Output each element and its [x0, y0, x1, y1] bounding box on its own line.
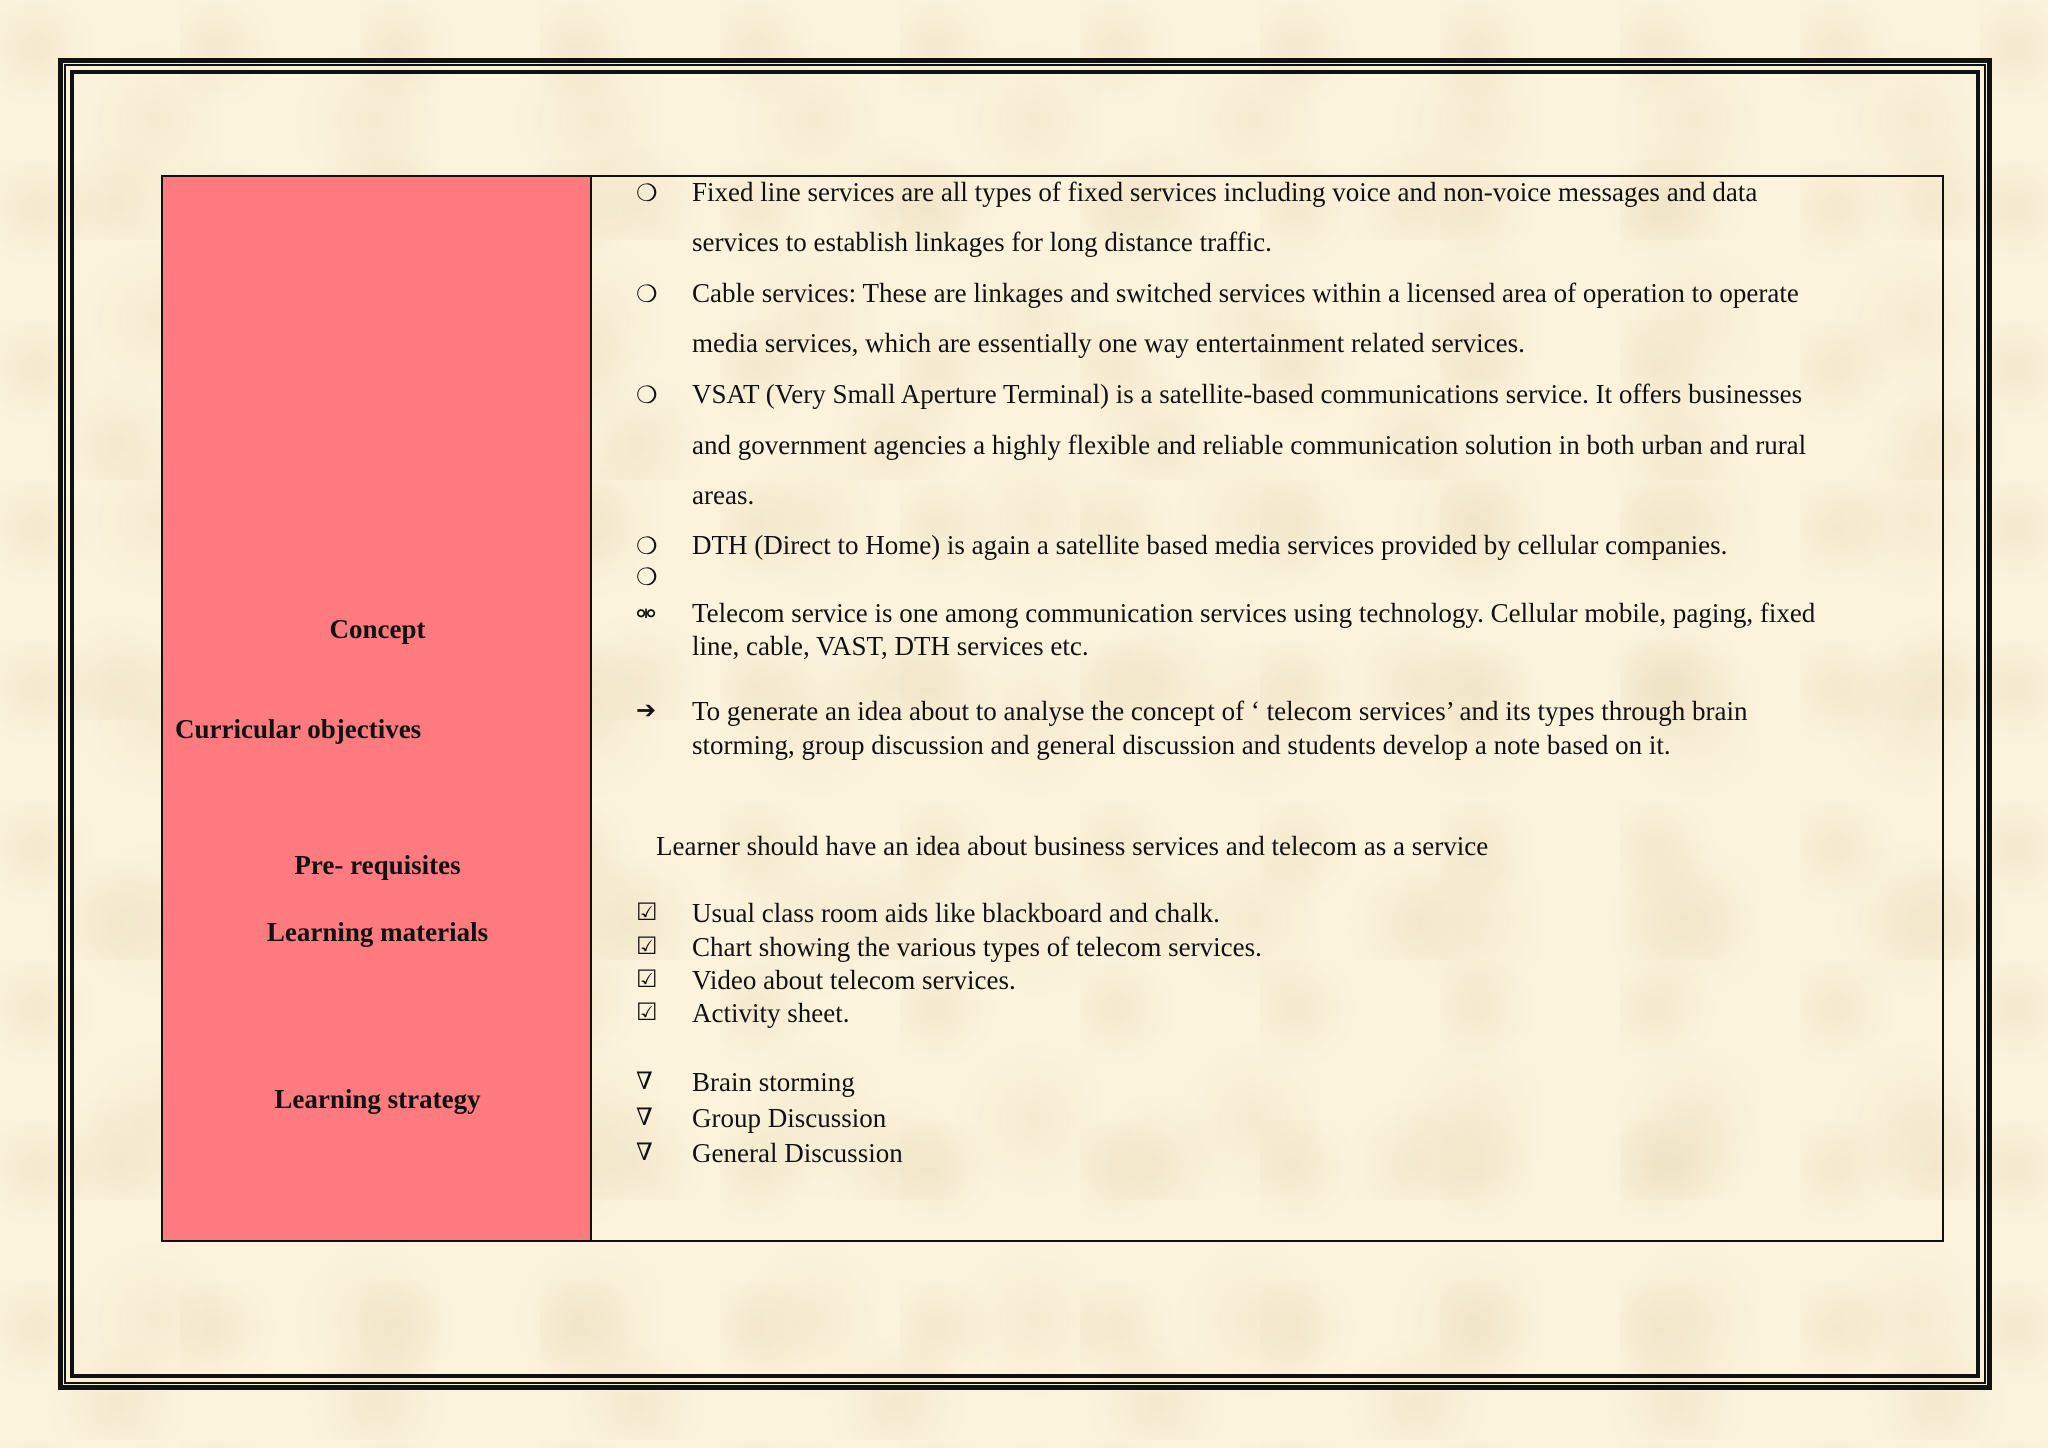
learning-strategy-label: Learning strategy: [274, 1084, 481, 1114]
circle-bullet-icon: ❍: [636, 534, 658, 560]
circle-bullet-icon: ❍: [636, 282, 658, 308]
arrow-bullet-icon: ➔: [636, 698, 657, 724]
triangle-down-bullet-icon: ∇: [636, 1140, 653, 1166]
checkbox-checked-icon: ☑: [636, 1000, 658, 1026]
label-column: [163, 177, 592, 1240]
triangle-down-bullet-icon: ∇: [636, 1105, 653, 1131]
triangle-down-bullet-icon: ∇: [636, 1069, 653, 1095]
pre-requisites-label: Pre- requisites: [294, 850, 461, 880]
learning-materials-label: Learning materials: [266, 917, 489, 947]
checkbox-checked-icon: ☑: [636, 967, 658, 993]
content-column: ❍ Fixed line services are all types of fixed services including voice and non-voice messages and data services to establish linkages for long distance traffic. ❍ Cable services: These are linkages and switched services within a licensed area of operation to operate media services, which are essentially one way entertainment related services. ❍ VSAT (Very Small Aperture Terminal) is a satellite-based communications service. It offers businesses and government agencies a highly flexible and reliable communication solution in both urban and rural areas. ❍ DTH (Direct to Home) is again a satellite based media services provided by cellular companies. ❍ ⚮ Telecom service is one among communication services using technology. Cellular mobile, paging, fixed line, cable, VAST, DTH services etc. ➔ To generate an idea about to analyse the concept of ‘ telecom services’ and its types through brain storming, group discussion and general discussion and students develop a note based on it. Learner should have an idea about business services and telecom as a service ☑ Usual class room aids like blackboard and chalk. ☑ Chart showing the various types of telecom services. ☑ Video about telecom services. ☑ Activity sheet. ∇ Brain storming ∇ Group Discussion ∇ General Discussion: [636, 177, 1816, 1168]
checkbox-checked-icon: ☑: [636, 934, 658, 960]
linked-circles-bullet-icon: ⚮: [636, 602, 657, 628]
concept-label: Concept: [329, 614, 426, 644]
circle-bullet-icon: ❍: [636, 181, 658, 207]
checkbox-checked-icon: ☑: [636, 900, 658, 926]
lesson-plan-table: [161, 175, 1944, 1242]
curricular-objectives-label: Curricular objectives: [175, 714, 422, 744]
circle-bullet-icon: ❍: [636, 383, 658, 409]
circle-bullet-icon: ❍: [636, 565, 658, 591]
